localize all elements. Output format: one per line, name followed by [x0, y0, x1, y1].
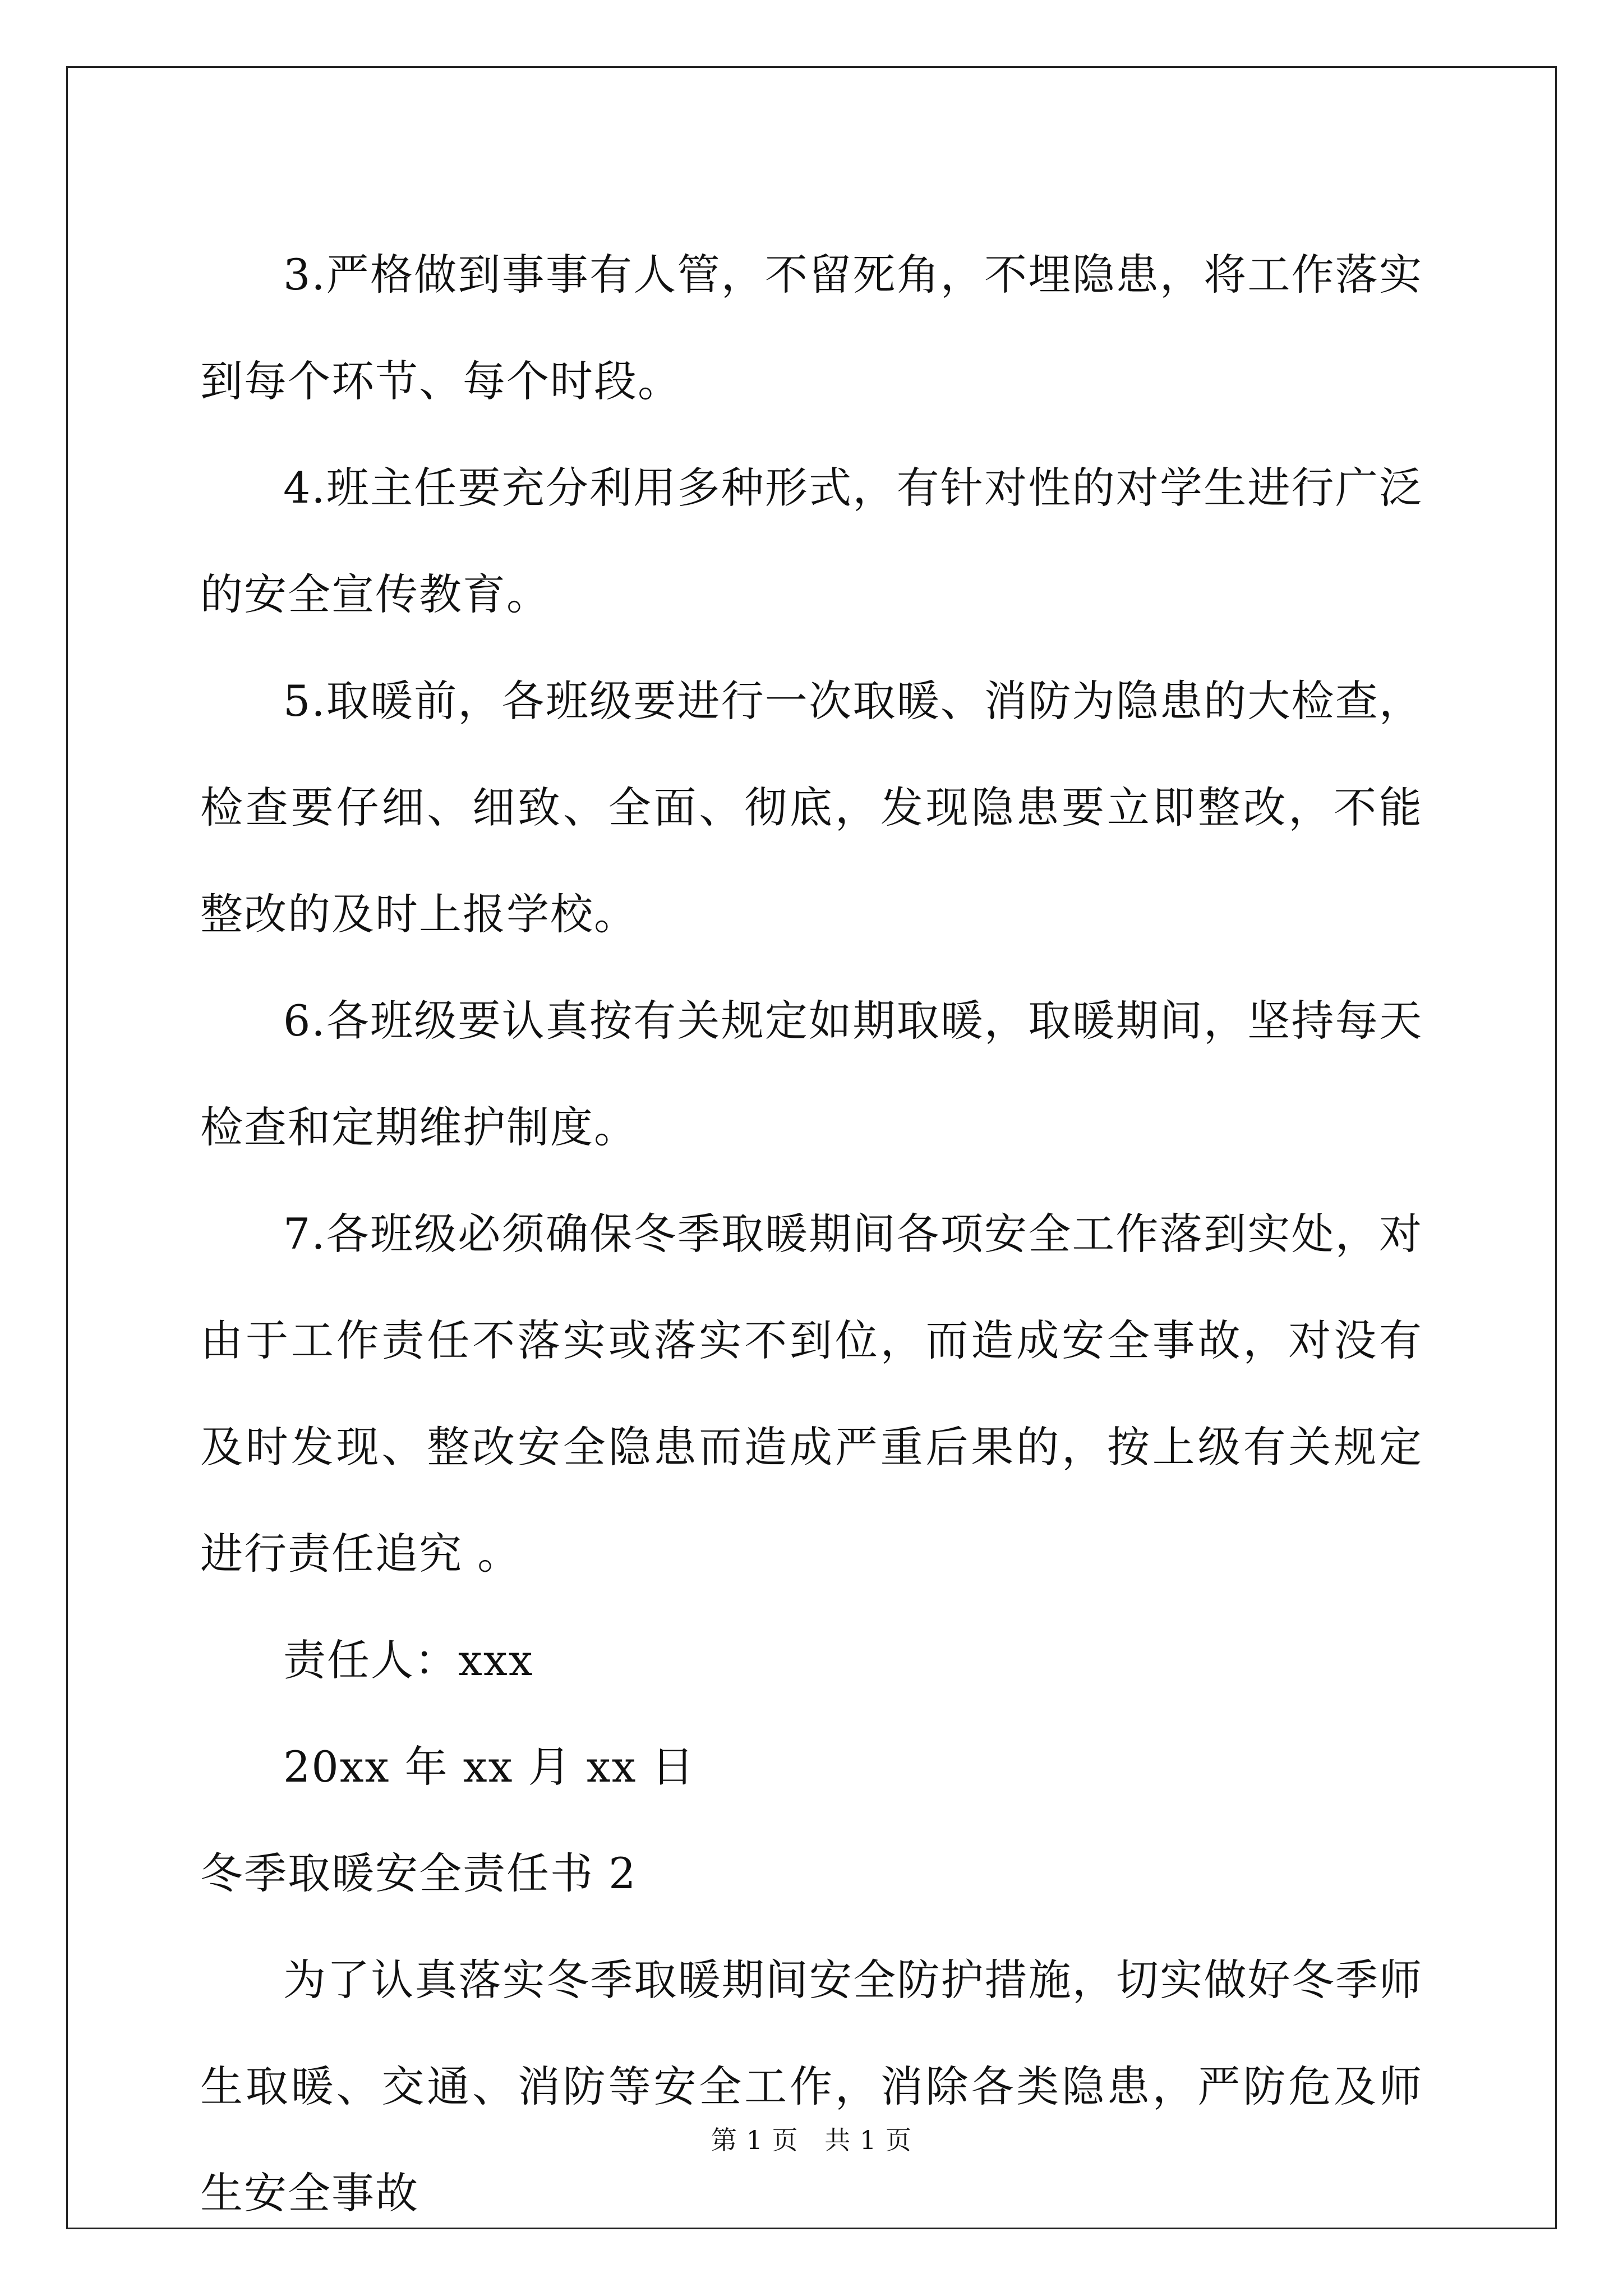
intro-paragraph: 为了认真落实冬季取暖期间安全防护措施，切实做好冬季师生取暖、交通、消防等安全工作，消除各类隐患，严防危及师生安全事故 [200, 1955, 1423, 2218]
paragraph-item-6: 6.各班级要认真按有关规定如期取暖，取暖期间，坚持每天检查和定期维护制度。 [200, 996, 1423, 1152]
paragraph-item-5: 5.取暖前，各班级要进行一次取暖、消防为隐患的大检查，检查要仔细、细致、全面、彻底，发现隐患要立即整改，不能整改的及时上报学校。 [200, 676, 1423, 939]
paragraph-item-4: 4.班主任要充分利用多种形式，有针对性的对学生进行广泛的安全宣传教育。 [200, 463, 1423, 619]
responsible-person: 责任人：xxx [283, 1635, 534, 1685]
paragraph-item-3: 3.严格做到事事有人管，不留死角，不埋隐患，将工作落实到每个环节、每个时段。 [200, 250, 1423, 406]
paragraph-item-7: 7.各班级必须确保冬季取暖期间各项安全工作落到实处，对由于工作责任不落实或落实不到位，而造成安全事故，对没有及时发现、整改安全隐患而造成严重后果的，按上级有关规定进行责任追究 。 [200, 1209, 1423, 1579]
document-body [200, 222, 1423, 2247]
section-heading: 冬季取暖安全责任书 2 [200, 1848, 637, 1898]
page-footer: 第 1 页 共 1 页 [711, 2125, 912, 2155]
document-date: 20xx 年 xx 月 xx 日 [283, 1742, 695, 1792]
